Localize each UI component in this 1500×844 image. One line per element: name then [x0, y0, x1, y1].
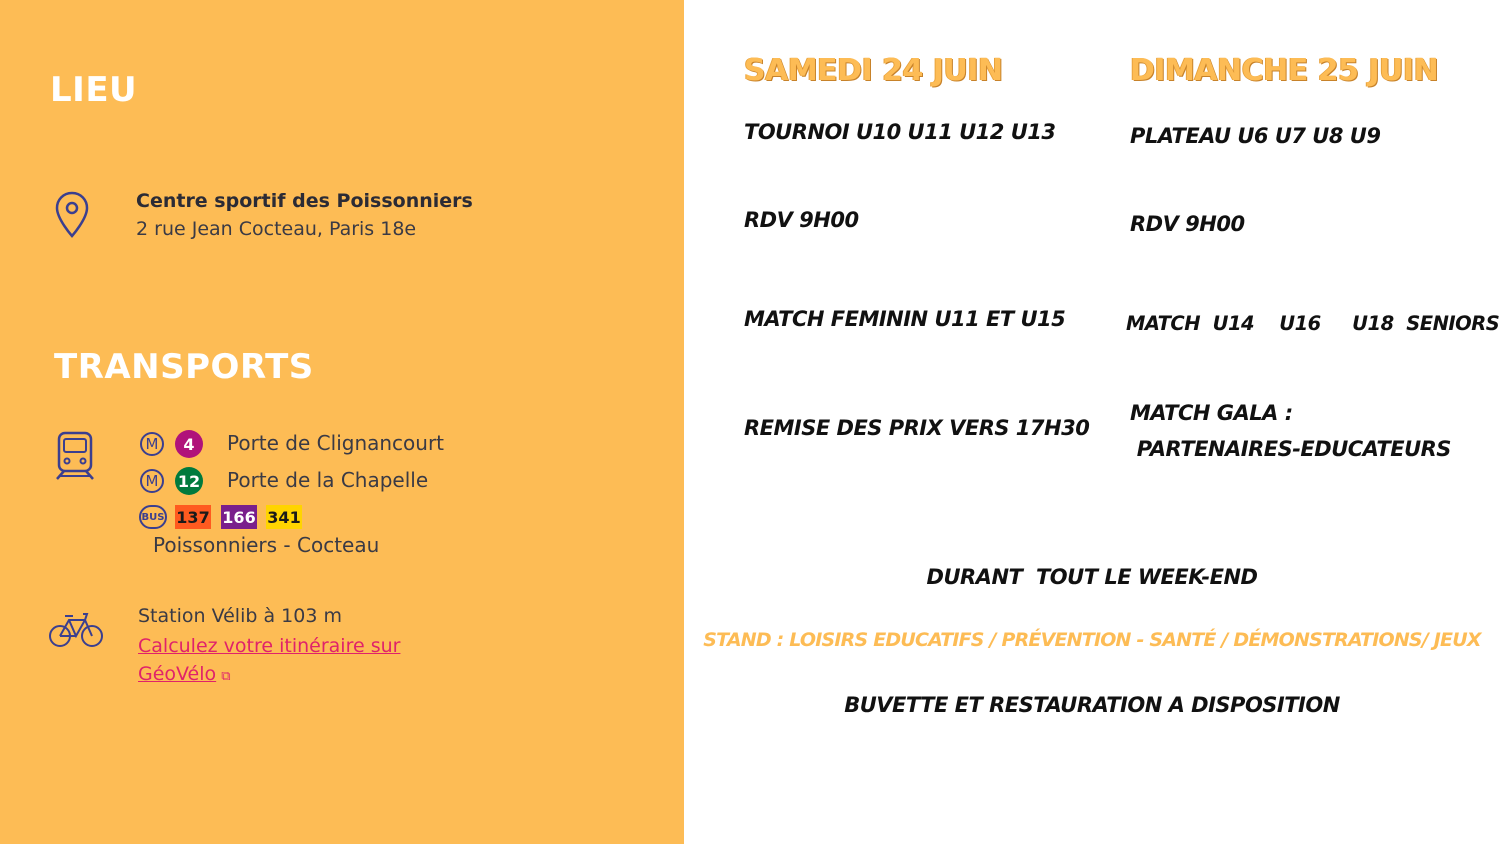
venue-address: 2 rue Jean Cocteau, Paris 18e	[136, 218, 417, 240]
velib-station: Station Vélib à 103 m	[138, 605, 342, 627]
transports-title: TRANSPORTS	[54, 347, 314, 387]
bus-stop-name: Poissonniers - Cocteau	[153, 533, 380, 557]
bicycle-icon	[49, 610, 103, 650]
lieu-title: LIEU	[50, 70, 138, 110]
samedi-item-rdv: RDV 9H00	[744, 208, 859, 232]
samedi-item-tournoi: TOURNOI U10 U11 U12 U13	[744, 120, 1056, 144]
dimanche-item-match: MATCH U14 U16 U18 SENIORS	[1126, 312, 1500, 335]
bus-line-341-badge: 341	[266, 505, 302, 529]
info-panel	[0, 0, 684, 844]
external-link-icon: ⧉	[221, 669, 231, 684]
samedi-item-match: MATCH FEMININ U11 ET U15	[744, 307, 1066, 331]
metro-stop-clignancourt: Porte de Clignancourt	[227, 431, 445, 455]
weekend-buvette: BUVETTE ET RESTAURATION A DISPOSITION	[844, 693, 1340, 717]
weekend-stand: STAND : LOISIRS EDUCATIFS / PRÉVENTION - SANTÉ / DÉMONSTRATIONS/ JEUX	[703, 629, 1481, 651]
train-icon	[54, 430, 96, 482]
program-panel	[684, 0, 1500, 844]
metro-line-4-badge: 4	[175, 430, 203, 458]
geovelo-link[interactable]: Calculez votre itinéraire sur	[138, 635, 401, 657]
bus-line-166-badge: 166	[221, 505, 257, 529]
metro-line-12-badge: 12	[175, 467, 203, 495]
dimanche-item-plateau: PLATEAU U6 U7 U8 U9	[1130, 124, 1381, 148]
dimanche-item-gala: MATCH GALA :	[1130, 401, 1293, 425]
metro-icon: M	[140, 469, 164, 493]
samedi-title: SAMEDI 24 JUIN	[744, 53, 1003, 88]
geovelo-link-text[interactable]: GéoVélo	[138, 663, 217, 685]
dimanche-item-rdv: RDV 9H00	[1130, 212, 1245, 236]
dimanche-item-partenaires: PARTENAIRES-EDUCATEURS	[1130, 437, 1451, 461]
bus-icon: BUS	[139, 505, 167, 529]
venue-name: Centre sportif des Poissonniers	[136, 190, 473, 212]
bus-line-137-badge: 137	[175, 505, 211, 529]
metro-stop-chapelle: Porte de la Chapelle	[227, 468, 429, 492]
metro-icon: M	[140, 432, 164, 456]
location-pin-icon	[54, 190, 90, 240]
dimanche-title: DIMANCHE 25 JUIN	[1130, 53, 1439, 88]
samedi-item-remise: REMISE DES PRIX VERS 17H30	[744, 416, 1090, 440]
weekend-title: DURANT TOUT LE WEEK-END	[926, 565, 1258, 589]
geovelo-link-line2[interactable]	[138, 663, 231, 685]
